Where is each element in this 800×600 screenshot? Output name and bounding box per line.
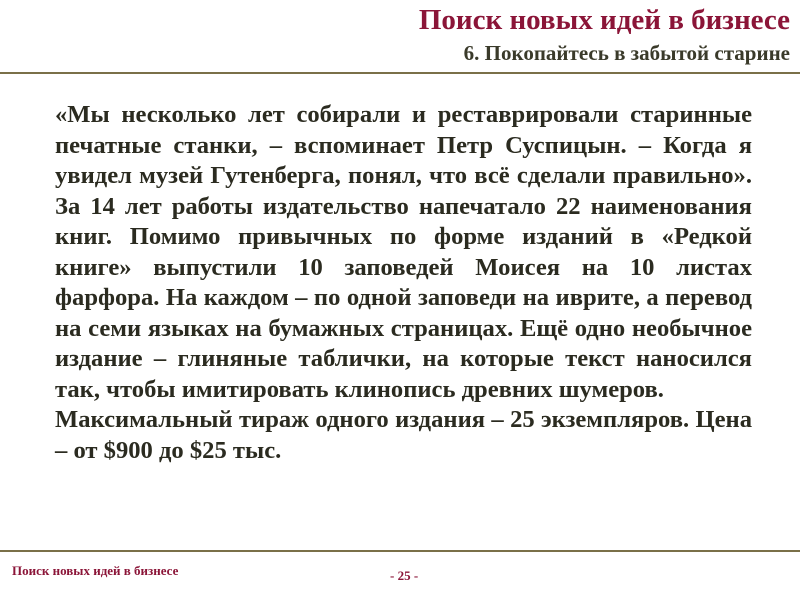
slide-subtitle: 6. Покопайтесь в забытой старине bbox=[463, 41, 790, 65]
footer-divider bbox=[0, 550, 800, 552]
body-paragraph: «Мы несколько лет собирали и реставрировали старинные печатные станки, – вспоминает Петр Суспицын. – Когда я увидел музей Гутенберга, понял, что всё сделали правильно». За 14 лет работы издательство напечатало 22 наименования книг. Помимо привычных по форме изданий в «Редкой книге» выпустили 10 заповедей Моисея на 10 листах фарфора. На каждом – по одной заповеди на иврите, а перевод на семи языках на бумажных страницах. Ещё одно необычное издание – глиняные таблички, на которые текст наносился так, чтобы имитировать клинопись древних шумеров. bbox=[55, 101, 752, 403]
footer-title: Поиск новых идей в бизнесе bbox=[12, 563, 179, 578]
body-paragraph: Максимальный тираж одного издания – 25 экземпляров. Цена – от $900 до $25 тыс. bbox=[55, 406, 752, 464]
slide-title: Поиск новых идей в бизнесе bbox=[418, 4, 790, 36]
header-divider bbox=[0, 72, 800, 74]
page-number: - 25 - bbox=[390, 568, 419, 583]
body-text bbox=[55, 100, 752, 466]
